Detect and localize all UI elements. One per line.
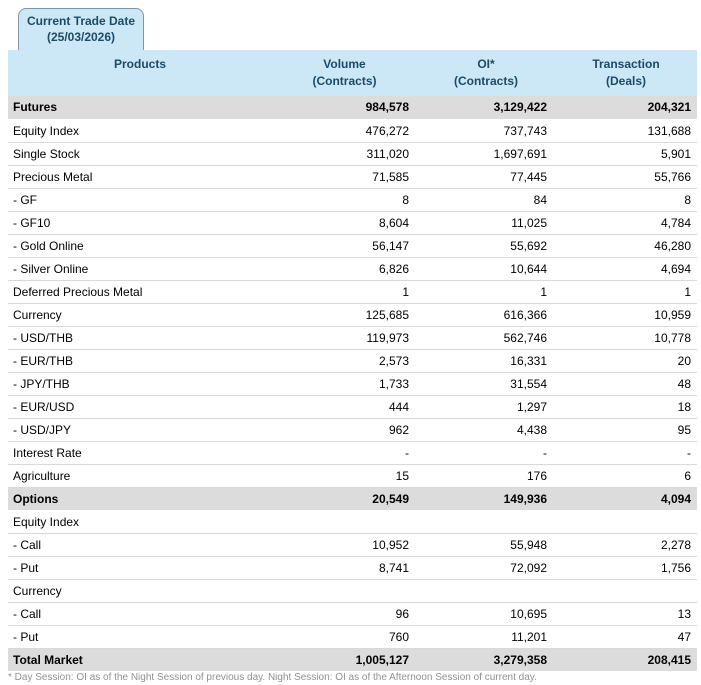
table-row	[8, 188, 697, 211]
product-label: Single Stock	[8, 142, 272, 165]
tab-title-line1: Current Trade Date	[26, 14, 136, 28]
volume-value: 8,604	[272, 211, 417, 234]
column-header-transaction-unit: (Deals)	[605, 74, 646, 88]
volume-value: 20,549	[272, 487, 417, 510]
transaction-value: 18	[555, 395, 697, 418]
transaction-value: 46,280	[555, 234, 697, 257]
table-body	[8, 96, 697, 671]
oi-value: 1	[417, 280, 555, 303]
transaction-value: 5,901	[555, 142, 697, 165]
table-row	[8, 372, 697, 395]
column-header-products-label: Products	[113, 57, 166, 71]
oi-value: 737,743	[417, 119, 555, 142]
oi-value: 10,695	[417, 602, 555, 625]
column-header-transaction	[555, 50, 697, 96]
transaction-value: 95	[555, 418, 697, 441]
column-header-transaction-label: Transaction	[592, 57, 660, 71]
product-label: - Call	[8, 533, 272, 556]
table-row	[8, 441, 697, 464]
table-row	[8, 579, 697, 602]
transaction-value	[555, 579, 697, 602]
product-label: - USD/JPY	[8, 418, 272, 441]
product-label: Interest Rate	[8, 441, 272, 464]
table-row	[8, 464, 697, 487]
volume-value: 56,147	[272, 234, 417, 257]
volume-value: 760	[272, 625, 417, 648]
volume-value: 125,685	[272, 303, 417, 326]
oi-value: 55,948	[417, 533, 555, 556]
volume-value: 15	[272, 464, 417, 487]
product-label: Options	[8, 487, 272, 510]
transaction-value	[555, 510, 697, 533]
oi-value: 149,936	[417, 487, 555, 510]
column-header-oi-unit: (Contracts)	[453, 74, 518, 88]
oi-value: 77,445	[417, 165, 555, 188]
product-label: - Put	[8, 625, 272, 648]
tab-current-trade-date[interactable]	[18, 8, 144, 50]
market-summary-table	[8, 50, 697, 672]
volume-value: 984,578	[272, 96, 417, 119]
oi-value: 176	[417, 464, 555, 487]
product-label: - Call	[8, 602, 272, 625]
table-row	[8, 303, 697, 326]
volume-value: 2,573	[272, 349, 417, 372]
oi-value: 72,092	[417, 556, 555, 579]
transaction-value: 8	[555, 188, 697, 211]
oi-value: 4,438	[417, 418, 555, 441]
transaction-value: 13	[555, 602, 697, 625]
volume-value: 1	[272, 280, 417, 303]
transaction-value: -	[555, 441, 697, 464]
product-label: - JPY/THB	[8, 372, 272, 395]
transaction-value: 4,694	[555, 257, 697, 280]
column-header-oi	[417, 50, 555, 96]
table-row	[8, 257, 697, 280]
oi-value: 84	[417, 188, 555, 211]
transaction-value: 1	[555, 280, 697, 303]
volume-value	[272, 579, 417, 602]
table-row	[8, 510, 697, 533]
volume-value: 311,020	[272, 142, 417, 165]
oi-value: 31,554	[417, 372, 555, 395]
transaction-value: 131,688	[555, 119, 697, 142]
product-label: - Silver Online	[8, 257, 272, 280]
volume-value: 10,952	[272, 533, 417, 556]
column-header-oi-label: OI*	[477, 57, 495, 71]
table-row	[8, 487, 697, 510]
volume-value: 8,741	[272, 556, 417, 579]
volume-value: 119,973	[272, 326, 417, 349]
table-row	[8, 625, 697, 648]
volume-value: 71,585	[272, 165, 417, 188]
table-header-row	[8, 50, 697, 96]
product-label: - USD/THB	[8, 326, 272, 349]
product-label: Currency	[8, 303, 272, 326]
table-row	[8, 533, 697, 556]
table-row	[8, 142, 697, 165]
footnote: * Day Session: OI as of the Night Session of previous day. Night Session: OI as of the Afternoon Session of current day.	[8, 672, 537, 683]
oi-value: 11,025	[417, 211, 555, 234]
table-row	[8, 648, 697, 671]
transaction-value: 10,778	[555, 326, 697, 349]
table-row	[8, 556, 697, 579]
oi-value	[417, 579, 555, 602]
transaction-value: 204,321	[555, 96, 697, 119]
transaction-value: 10,959	[555, 303, 697, 326]
table-row	[8, 395, 697, 418]
volume-value: 444	[272, 395, 417, 418]
product-label: - GF	[8, 188, 272, 211]
volume-value: 1,733	[272, 372, 417, 395]
oi-value: -	[417, 441, 555, 464]
column-header-volume	[272, 50, 417, 96]
product-label: Agriculture	[8, 464, 272, 487]
volume-value: 96	[272, 602, 417, 625]
product-label: - Gold Online	[8, 234, 272, 257]
product-label: Futures	[8, 96, 272, 119]
oi-value: 3,129,422	[417, 96, 555, 119]
volume-value: 476,272	[272, 119, 417, 142]
column-header-products	[8, 50, 272, 96]
oi-value	[417, 510, 555, 533]
oi-value: 10,644	[417, 257, 555, 280]
product-label: Total Market	[8, 648, 272, 671]
oi-value: 1,297	[417, 395, 555, 418]
oi-value: 11,201	[417, 625, 555, 648]
volume-value	[272, 510, 417, 533]
column-header-volume-unit: (Contracts)	[312, 74, 377, 88]
transaction-value: 4,094	[555, 487, 697, 510]
volume-value: 8	[272, 188, 417, 211]
table-row	[8, 418, 697, 441]
transaction-value: 20	[555, 349, 697, 372]
oi-value: 1,697,691	[417, 142, 555, 165]
transaction-value: 55,766	[555, 165, 697, 188]
volume-value: 6,826	[272, 257, 417, 280]
table-row	[8, 96, 697, 119]
oi-value: 55,692	[417, 234, 555, 257]
table-row	[8, 349, 697, 372]
oi-value: 16,331	[417, 349, 555, 372]
table-row	[8, 280, 697, 303]
table-row	[8, 211, 697, 234]
table-row	[8, 234, 697, 257]
table-row	[8, 326, 697, 349]
product-label: Precious Metal	[8, 165, 272, 188]
oi-value: 562,746	[417, 326, 555, 349]
transaction-value: 4,784	[555, 211, 697, 234]
product-label: Equity Index	[8, 510, 272, 533]
oi-value: 616,366	[417, 303, 555, 326]
tab-date-line2: (25/03/2026)	[46, 30, 116, 44]
volume-value: 962	[272, 418, 417, 441]
table-row	[8, 165, 697, 188]
transaction-value: 6	[555, 464, 697, 487]
table-row	[8, 602, 697, 625]
table-row	[8, 119, 697, 142]
transaction-value: 48	[555, 372, 697, 395]
transaction-value: 208,415	[555, 648, 697, 671]
transaction-value: 47	[555, 625, 697, 648]
volume-value: -	[272, 441, 417, 464]
volume-value: 1,005,127	[272, 648, 417, 671]
product-label: Currency	[8, 579, 272, 602]
oi-value: 3,279,358	[417, 648, 555, 671]
product-label: - GF10	[8, 211, 272, 234]
transaction-value: 1,756	[555, 556, 697, 579]
product-label: - Put	[8, 556, 272, 579]
product-label: Equity Index	[8, 119, 272, 142]
product-label: - EUR/USD	[8, 395, 272, 418]
product-label: Deferred Precious Metal	[8, 280, 272, 303]
product-label: - EUR/THB	[8, 349, 272, 372]
transaction-value: 2,278	[555, 533, 697, 556]
column-header-volume-label: Volume	[323, 57, 366, 71]
